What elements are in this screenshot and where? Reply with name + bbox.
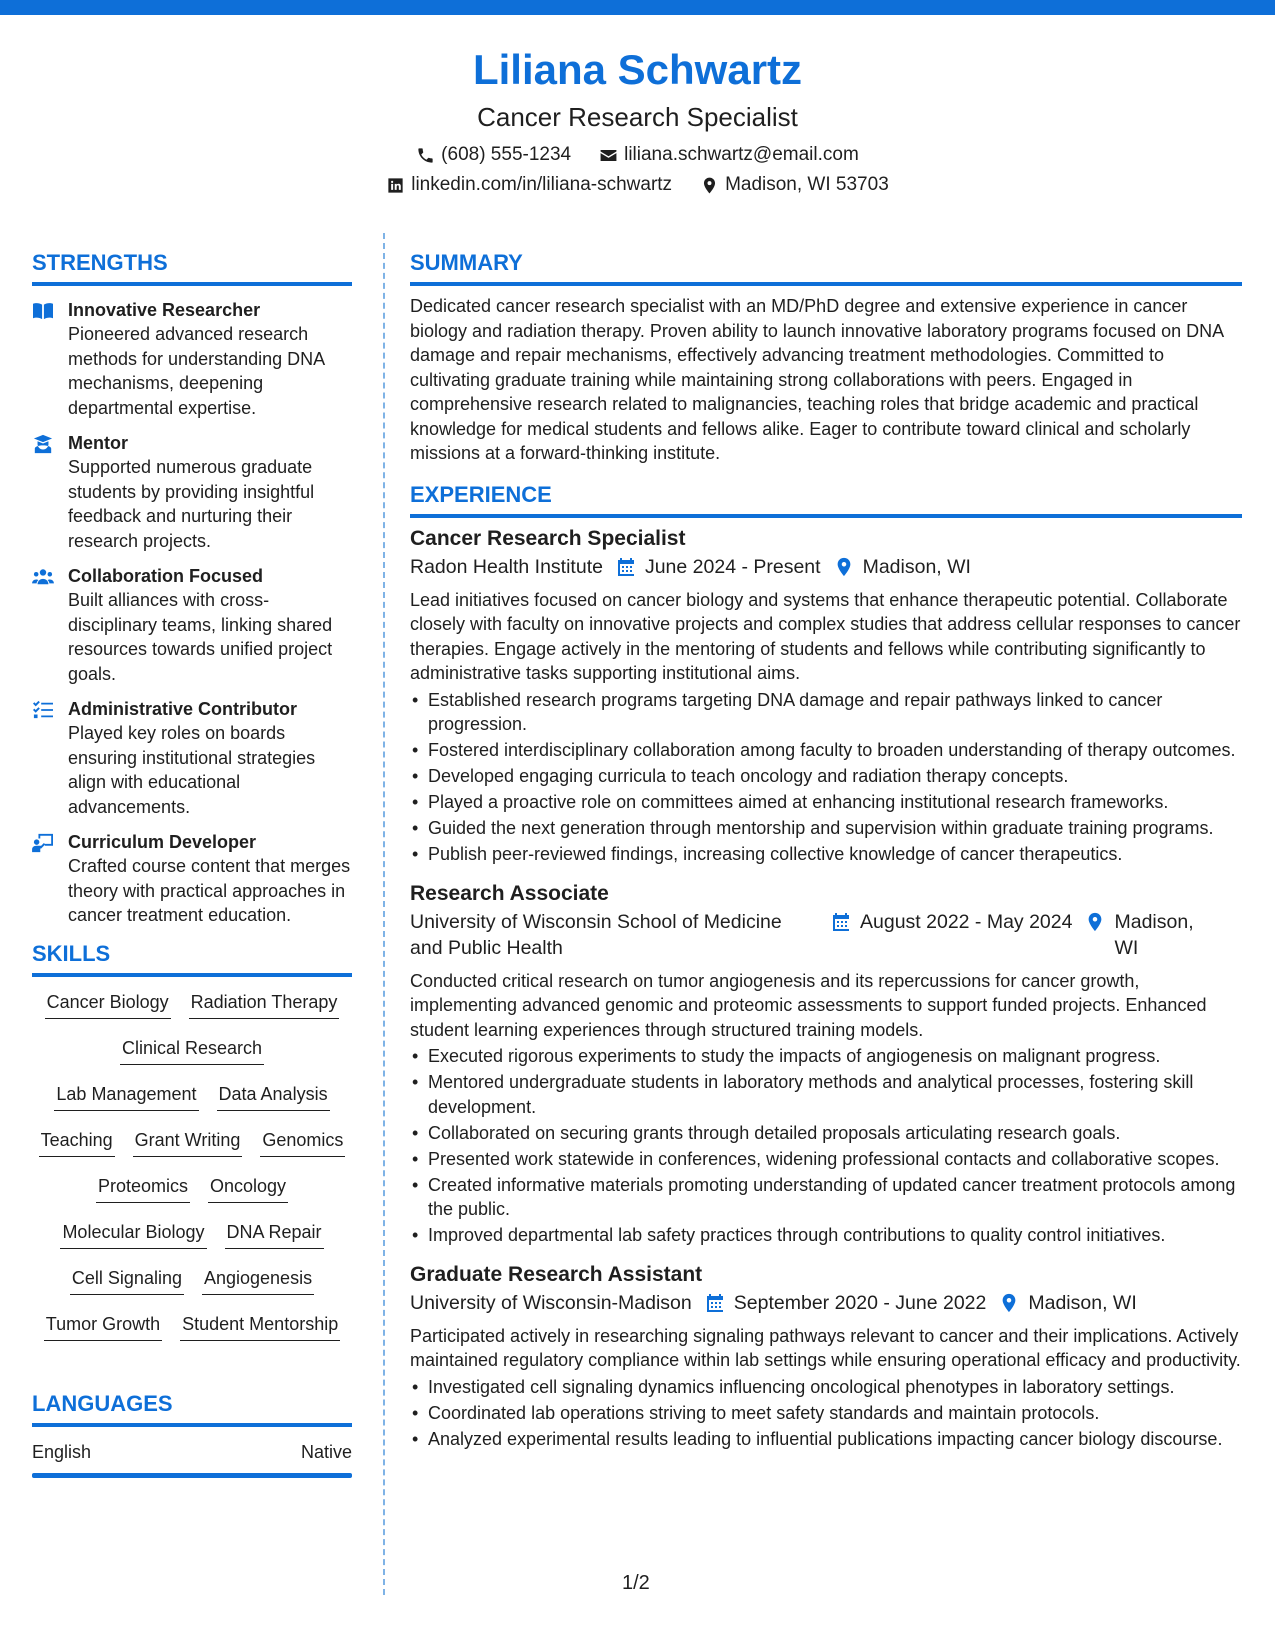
bullet-item: • Executed rigorous experiments to study the impacts of angiogenesis on malignant progress. xyxy=(410,1044,1242,1069)
job-description: Conducted critical research on tumor angiogenesis and its repercussions for cancer growth, implementing advanced genomic and proteomic assessments to support funded projects. Enhanced student learning experiences through structured training models. xyxy=(410,970,1207,1040)
map-pin-icon xyxy=(1000,1293,1018,1313)
strength-item xyxy=(32,830,352,928)
section-rule xyxy=(410,282,1242,286)
top-accent-bar xyxy=(0,0,1275,15)
job-title: Research Associate xyxy=(410,881,609,905)
calendar-icon xyxy=(617,557,635,577)
strength-title: Collaboration Focused xyxy=(68,566,264,586)
job-dates: August 2022 - May 2024 xyxy=(860,910,1073,933)
skills-list xyxy=(32,989,352,1357)
strength-description: Built alliances with cross-disciplinary teams, linking shared resources towards unified project goals. xyxy=(68,590,333,684)
list-check-icon xyxy=(32,700,54,720)
job-location: Madison, WI xyxy=(862,555,971,578)
job-bullets xyxy=(410,1375,1242,1452)
skill-tag: Tumor Growth xyxy=(44,1311,162,1341)
map-pin-icon xyxy=(835,557,853,577)
strength-item xyxy=(32,697,352,819)
bullet-item: • Coordinated lab operations striving to meet safety standards and maintain protocols. xyxy=(410,1401,1242,1426)
resume-header xyxy=(0,40,1275,200)
section-rule xyxy=(32,973,352,977)
summary-text: Dedicated cancer research specialist with an MD/PhD degree and extensive experience in cancer biology and radiation therapy. Proven ability to launch innovative laboratory programs focused on DNA damage and repair mechanisms, effectively advancing treatment methodologies. Committed to cultivating graduate training while maintaining strong collaborations with peers. Engaged in comprehensive research related to malignancies, teaching roles that bridge academic and practical knowledge for medical students and fellows alike. Eager to contribute toward clinical and scholarly missions at a forward-thinking institute. xyxy=(410,296,1224,463)
bullet-item: • Presented work statewide in conferences, widening professional contacts and collaborative scopes. xyxy=(410,1147,1242,1172)
skill-tag: Molecular Biology xyxy=(60,1219,206,1249)
bullet-item: • Established research programs targeting DNA damage and repair pathways linked to cancer progression. xyxy=(410,688,1242,737)
skill-tag: Cell Signaling xyxy=(70,1265,184,1295)
bullet-item: • Collaborated on securing grants through detailed proposals articulating research goals. xyxy=(410,1121,1242,1146)
job-entry xyxy=(410,879,1242,1248)
skill-tag: Teaching xyxy=(39,1127,115,1157)
skill-tag: Proteomics xyxy=(96,1173,190,1203)
users-icon xyxy=(32,567,54,587)
location-text: Madison, WI 53703 xyxy=(725,174,889,195)
candidate-title: Cancer Research Specialist xyxy=(477,102,798,132)
language-proficiency-bar xyxy=(32,1473,352,1478)
job-dates: September 2020 - June 2022 xyxy=(733,1291,987,1314)
strength-item xyxy=(32,298,352,420)
strength-title: Curriculum Developer xyxy=(68,832,257,852)
contact-phone[interactable] xyxy=(416,140,571,170)
job-bullets xyxy=(410,688,1242,867)
left-column xyxy=(32,248,352,1478)
map-pin-icon xyxy=(1086,912,1104,932)
teacher-board-icon xyxy=(32,833,54,853)
bullet-item: • Played a proactive role on committees aimed at enhancing institutional research frameworks. xyxy=(410,790,1242,815)
phone-icon xyxy=(416,146,435,165)
skill-tag: Radiation Therapy xyxy=(189,989,340,1019)
page-number: 1/2 xyxy=(622,1572,650,1594)
contact-row-2 xyxy=(0,170,1275,200)
job-title: Graduate Research Assistant xyxy=(410,1262,703,1286)
strength-description: Supported numerous graduate students by providing insightful feedback and nurturing their research projects. xyxy=(68,457,315,551)
skill-tag: Genomics xyxy=(260,1127,345,1157)
email-text: liliana.schwartz@email.com xyxy=(624,144,859,165)
contact-row-1 xyxy=(0,140,1275,170)
job-organization: Radon Health Institute xyxy=(410,555,603,578)
strength-title: Mentor xyxy=(68,433,128,453)
job-bullets xyxy=(410,1044,1242,1248)
skill-tag: Student Mentorship xyxy=(180,1311,340,1341)
skill-tag: Grant Writing xyxy=(133,1127,243,1157)
linkedin-text: linkedin.com/in/liliana-schwartz xyxy=(411,174,673,195)
calendar-icon xyxy=(832,912,850,932)
skill-tag: Clinical Research xyxy=(120,1035,264,1065)
summary-heading: SUMMARY xyxy=(410,250,523,275)
contact-location xyxy=(700,170,889,200)
job-description: Participated actively in researching signaling pathways relevant to cancer and their implications. Actively maintained regulatory compliance within lab settings while ensuring operational efficacy and productivity. xyxy=(410,1325,1241,1370)
job-dates: June 2024 - Present xyxy=(644,555,821,578)
contact-linkedin[interactable] xyxy=(386,170,672,200)
language-name: English xyxy=(32,1441,92,1462)
job-title: Cancer Research Specialist xyxy=(410,526,686,550)
job-organization: University of Wisconsin-Madison xyxy=(410,1291,692,1314)
bullet-item: • Created informative materials promoting understanding of updated cancer treatment protocols among the public. xyxy=(410,1173,1242,1222)
candidate-name: Liliana Schwartz xyxy=(472,46,803,93)
bullet-item: • Fostered interdisciplinary collaboration among faculty to broaden understanding of therapy outcomes. xyxy=(410,738,1242,763)
linkedin-icon xyxy=(386,176,405,195)
skill-tag: Angiogenesis xyxy=(202,1265,314,1295)
bullet-item: • Guided the next generation through mentorship and supervision within graduate training programs. xyxy=(410,816,1242,841)
calendar-icon xyxy=(706,1293,724,1313)
right-column xyxy=(410,248,1242,1463)
skill-tag: Cancer Biology xyxy=(45,989,171,1019)
strength-title: Innovative Researcher xyxy=(68,300,261,320)
bullet-item: • Publish peer-reviewed findings, increasing collective knowledge of cancer therapeutics. xyxy=(410,842,1242,867)
languages-heading: LANGUAGES xyxy=(32,1390,173,1416)
language-level: Native xyxy=(300,1441,352,1462)
section-rule xyxy=(410,514,1242,518)
job-description: Lead initiatives focused on cancer biology and systems that enhance therapeutic potential. Collaborate closely with faculty on innovative projects and complex studies that address cellular responses to cancer therapies. Engage actively in the mentoring of students and fellows while contributing significantly to administrative tasks supporting institutional aims. xyxy=(410,589,1241,683)
column-divider xyxy=(383,233,385,1595)
job-entry xyxy=(410,1260,1242,1452)
job-location: Madison, WI xyxy=(1028,1291,1137,1314)
bullet-item: • Developed engaging curricula to teach oncology and radiation therapy concepts. xyxy=(410,764,1242,789)
job-entry xyxy=(410,524,1242,867)
envelope-icon xyxy=(599,146,618,165)
skill-tag: Data Analysis xyxy=(217,1081,330,1111)
strength-item xyxy=(32,431,352,553)
bullet-item: • Analyzed experimental results leading to influential publications impacting cancer biology discourse. xyxy=(410,1427,1242,1452)
job-meta xyxy=(410,1290,1242,1316)
strength-description: Pioneered advanced research methods for understanding DNA mechanisms, deepening departmental expertise. xyxy=(68,324,325,418)
phone-text: (608) 555-1234 xyxy=(441,144,572,165)
bullet-item: • Improved departmental lab safety practices through contributions to quality control initiatives. xyxy=(410,1223,1242,1248)
section-rule xyxy=(32,1423,352,1427)
contact-email[interactable] xyxy=(599,140,859,170)
book-open-icon xyxy=(32,301,54,321)
experience-heading: EXPERIENCE xyxy=(410,481,552,507)
strength-description: Crafted course content that merges theory with practical approaches in cancer treatment education. xyxy=(68,856,351,925)
skill-tag: DNA Repair xyxy=(225,1219,324,1249)
job-meta xyxy=(410,554,1242,580)
map-pin-icon xyxy=(700,176,719,195)
job-organization: University of Wisconsin School of Medicine and Public Health xyxy=(410,910,782,959)
bullet-item: • Investigated cell signaling dynamics influencing oncological phenotypes in laboratory settings. xyxy=(410,1375,1242,1400)
graduate-icon xyxy=(32,434,54,454)
language-row xyxy=(32,1439,352,1465)
section-rule xyxy=(32,282,352,286)
skill-tag: Lab Management xyxy=(54,1081,198,1111)
strength-title: Administrative Contributor xyxy=(68,699,298,719)
skill-tag: Oncology xyxy=(208,1173,288,1203)
skills-heading: SKILLS xyxy=(32,940,111,966)
bullet-item: • Mentored undergraduate students in laboratory methods and analytical processes, fostering skill development. xyxy=(410,1070,1242,1119)
strength-item xyxy=(32,564,352,686)
job-location: Madison, WI xyxy=(1114,910,1194,959)
strength-description: Played key roles on boards ensuring institutional strategies align with educational advancements. xyxy=(68,723,316,817)
strengths-heading: STRENGTHS xyxy=(32,250,168,275)
job-meta xyxy=(410,909,1242,961)
